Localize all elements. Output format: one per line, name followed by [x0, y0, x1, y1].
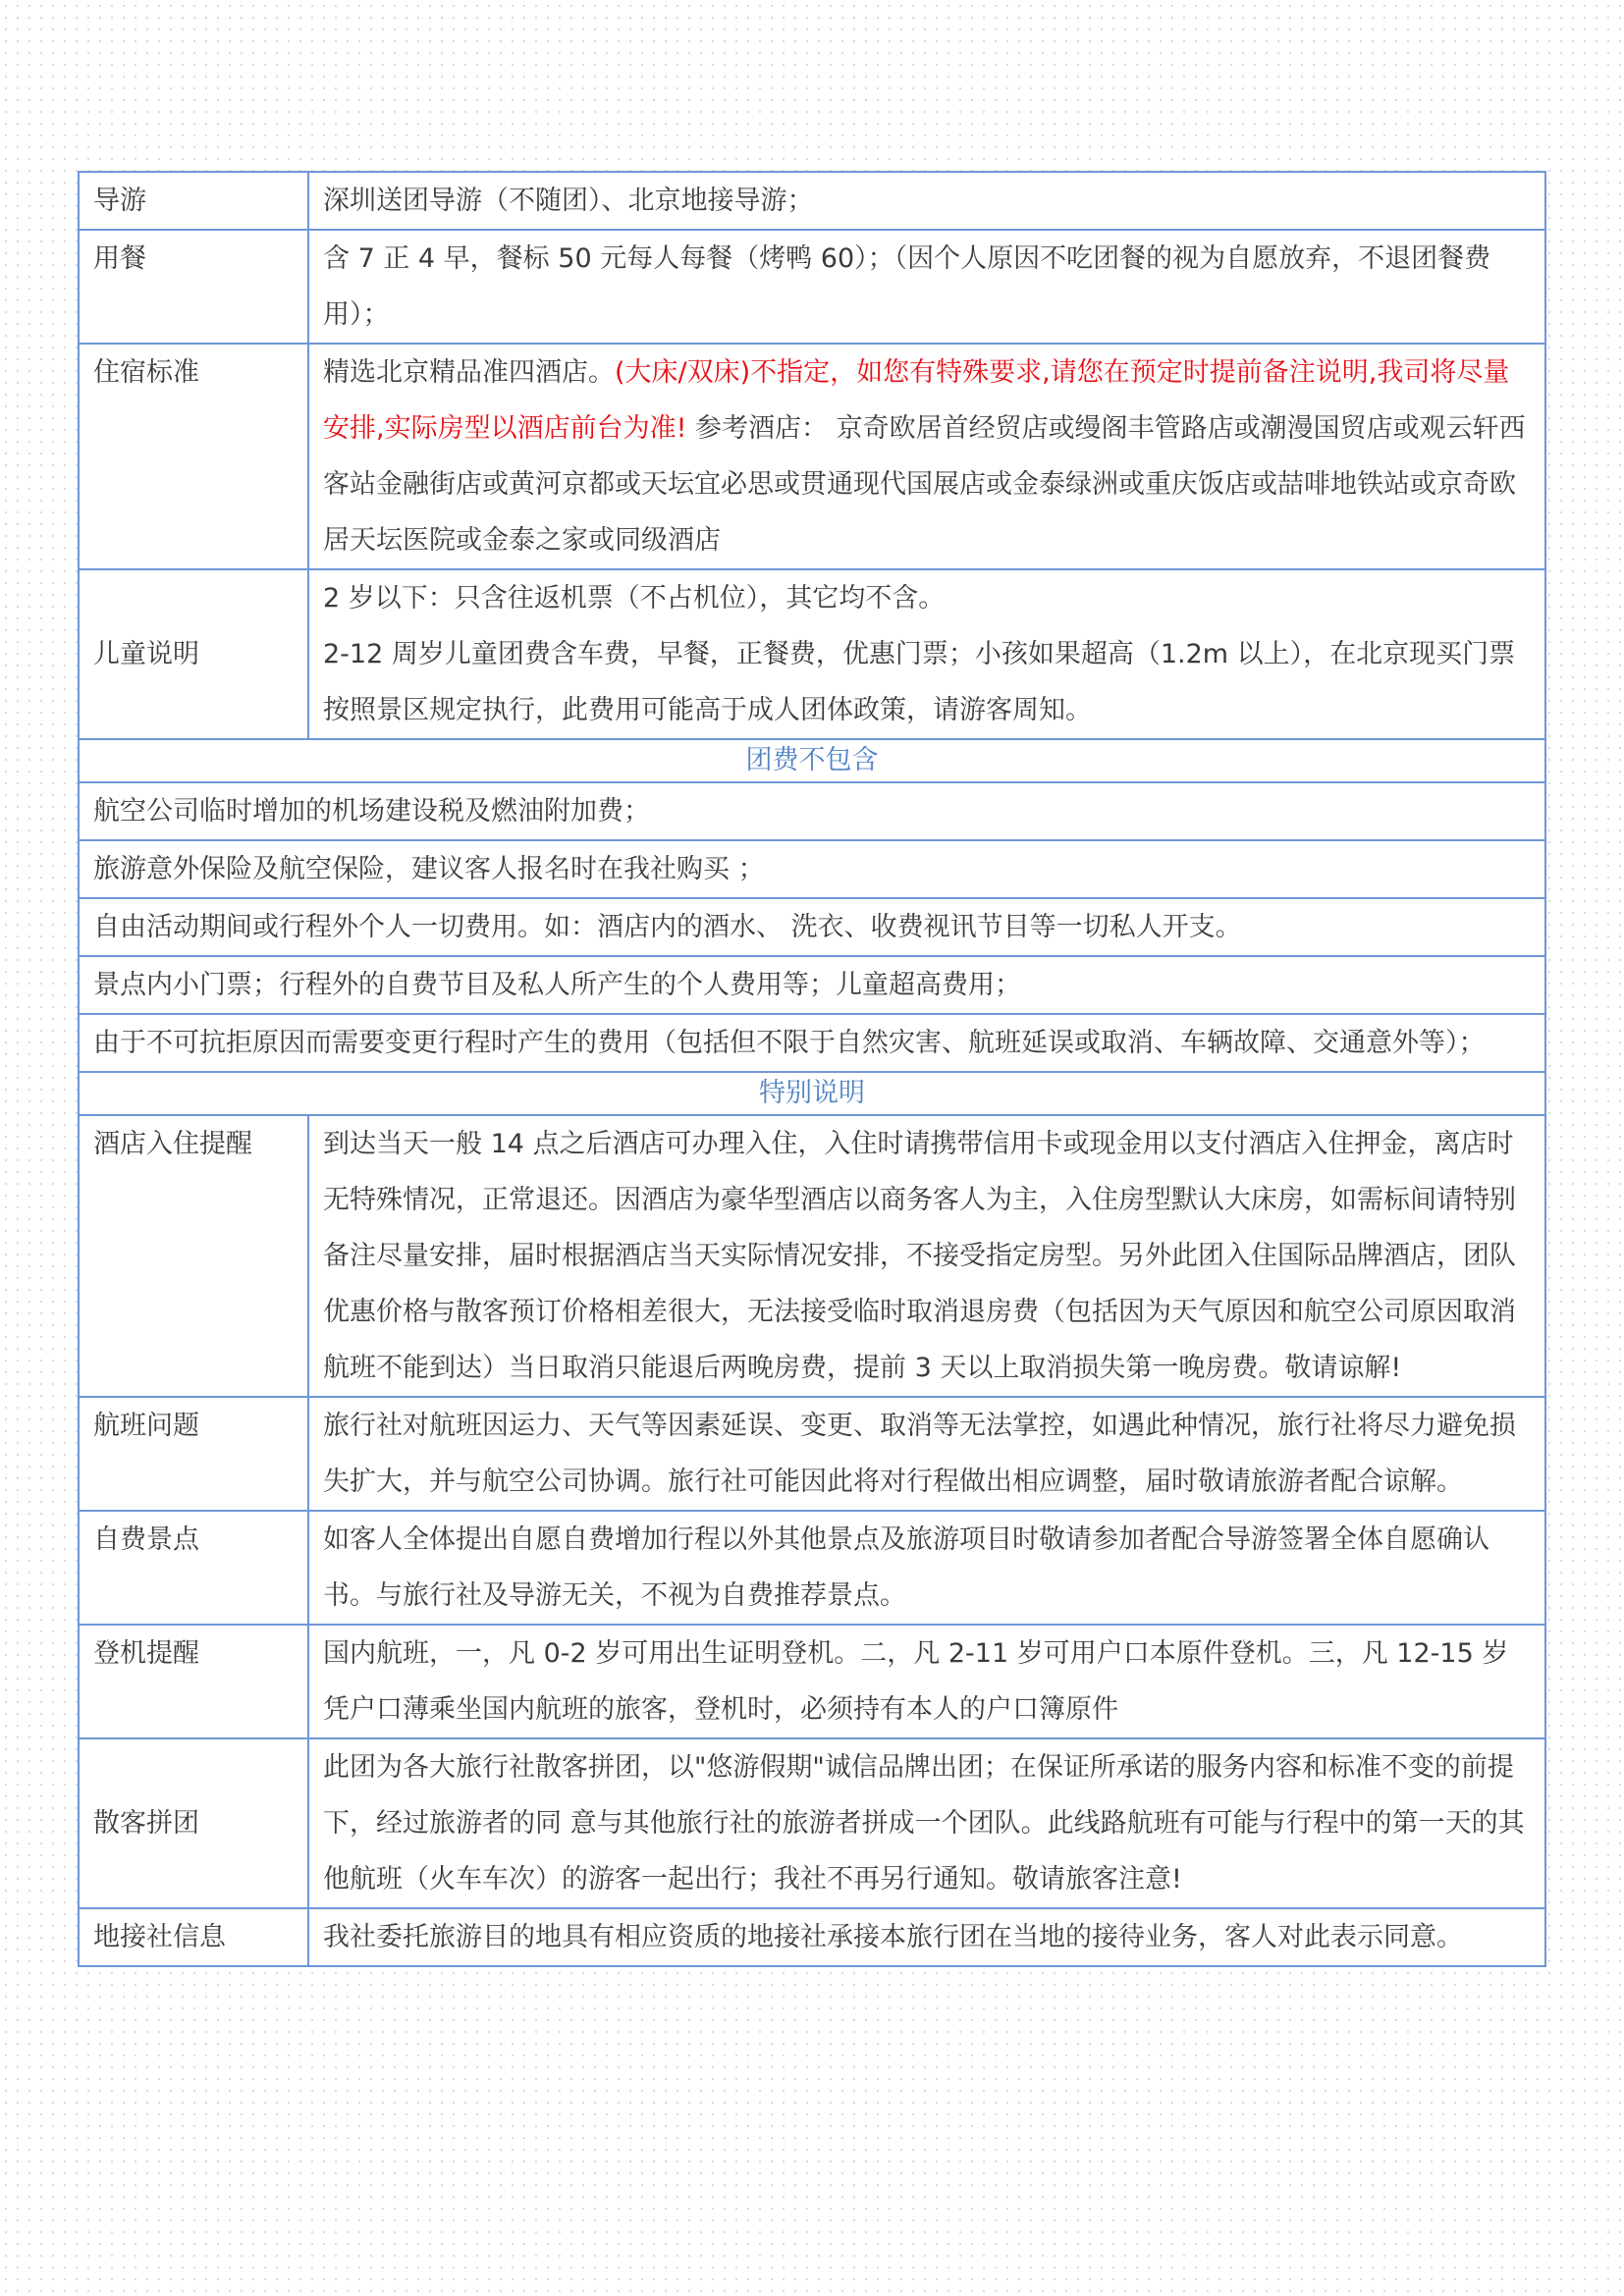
label-group-join: 散客拼团 [79, 1738, 308, 1908]
content-guide: 深圳送团导游（不随团）、北京地接导游； [308, 172, 1545, 230]
content-boarding-reminder: 国内航班，一，凡 0-2 岁可用出生证明登机。二，凡 2-11 岁可用户口本原件登机。三，凡 12-15 岁凭户口薄乘坐国内航班的旅客，登机时，必须持有本人的户口簿原件 [308, 1625, 1545, 1738]
label-lodging: 住宿标准 [79, 344, 308, 569]
content-children [308, 569, 1545, 739]
row-children [79, 569, 1545, 739]
excluded-item [79, 1014, 1545, 1072]
row-group-join [79, 1738, 1545, 1908]
content-meals: 含 7 正 4 早，餐标 50 元每人每餐（烤鸭 60）；（因个人原因不吃团餐的视为自愿放弃，不退团餐费用）； [308, 230, 1545, 344]
row-lodging [79, 344, 1545, 569]
label-flight-issues: 航班问题 [79, 1397, 308, 1511]
excluded-item-text: 景点内小门票；行程外的自费节目及私人所产生的个人费用等；儿童超高费用； [79, 956, 1545, 1014]
excluded-item-text: 航空公司临时增加的机场建设税及燃油附加费； [79, 782, 1545, 840]
content-group-join: 此团为各大旅行社散客拼团，以"悠游假期"诚信品牌出团；在保证所承诺的服务内容和标准不变的前提下，经过旅游者的同 意与其他旅行社的旅游者拼成一个团队。此线路航班有可能与行程中的第一天的其他航班（火车车次）的游客一起出行；我社不再另行通知。敬请旅客注意! [308, 1738, 1545, 1908]
label-hotel-checkin: 酒店入住提醒 [79, 1115, 308, 1397]
excluded-item-text: 自由活动期间或行程外个人一切费用。如：酒店内的酒水、 洗衣、收费视讯节目等一切私人开支。 [79, 898, 1545, 956]
excluded-item [79, 840, 1545, 898]
row-local-agency [79, 1908, 1545, 1966]
excluded-item [79, 956, 1545, 1014]
label-optional-attractions: 自费景点 [79, 1511, 308, 1625]
row-meals [79, 230, 1545, 344]
content-local-agency: 我社委托旅游目的地具有相应资质的地接社承接本旅行团在当地的接待业务，客人对此表示同意。 [308, 1908, 1545, 1966]
content-optional-attractions: 如客人全体提出自愿自费增加行程以外其他景点及旅游项目时敬请参加者配合导游签署全体自愿确认书。与旅行社及导游无关，不视为自费推荐景点。 [308, 1511, 1545, 1625]
content-flight-issues: 旅行社对航班因运力、天气等因素延误、变更、取消等无法掌控，如遇此种情况，旅行社将尽力避免损失扩大，并与航空公司协调。旅行社可能因此将对行程做出相应调整，届时敬请旅游者配合谅解。 [308, 1397, 1545, 1511]
itinerary-table [78, 171, 1546, 1967]
children-line-1: 2 岁以下：只含往返机票（不占机位），其它均不含。 [323, 583, 946, 614]
children-line-2: 2-12 周岁儿童团费含车费，早餐，正餐费，优惠门票；小孩如果超高（1.2m 以上），在北京现买门票按照景区规定执行，此费用可能高于成人团体政策，请游客周知。 [323, 639, 1516, 725]
row-hotel-checkin [79, 1115, 1545, 1397]
excluded-item-text: 旅游意外保险及航空保险，建议客人报名时在我社购买 ； [79, 840, 1545, 898]
label-local-agency: 地接社信息 [79, 1908, 308, 1966]
row-optional-attractions [79, 1511, 1545, 1625]
label-children: 儿童说明 [79, 569, 308, 739]
label-guide: 导游 [79, 172, 308, 230]
section-title-excluded: 团费不包含 [79, 739, 1545, 782]
row-guide [79, 172, 1545, 230]
content-hotel-checkin: 到达当天一般 14 点之后酒店可办理入住，入住时请携带信用卡或现金用以支付酒店入住押金，离店时无特殊情况，正常退还。因酒店为豪华型酒店以商务客人为主，入住房型默认大床房，如需标间请特别备注尽量安排，届时根据酒店当天实际情况安排，不接受指定房型。另外此团入住国际品牌酒店，团队优惠价格与散客预订价格相差很大，无法接受临时取消退房费（包括因为天气原因和航空公司原因取消航班不能到达）当日取消只能退后两晚房费，提前 3 天以上取消损失第一晚房费。敬请谅解! [308, 1115, 1545, 1397]
excluded-item [79, 782, 1545, 840]
section-special [79, 1072, 1545, 1115]
lodging-intro: 精选北京精品准四酒店。 [323, 357, 615, 388]
label-meals: 用餐 [79, 230, 308, 344]
label-boarding-reminder: 登机提醒 [79, 1625, 308, 1738]
excluded-item [79, 898, 1545, 956]
row-flight-issues [79, 1397, 1545, 1511]
lodging-rest: 参考酒店： 京奇欧居首经贸店或缦阁丰管路店或潮漫国贸店或观云轩西客站金融街店或黄河京都或天坛宜必思或贯通现代国展店或金泰绿洲或重庆饭店或喆啡地铁站或京奇欧居天坛医院或金泰之家或同级酒店 [323, 413, 1526, 556]
section-excluded [79, 739, 1545, 782]
excluded-item-text: 由于不可抗拒原因而需要变更行程时产生的费用（包括但不限于自然灾害、航班延误或取消、车辆故障、交通意外等）； [79, 1014, 1545, 1072]
row-boarding-reminder [79, 1625, 1545, 1738]
section-title-special: 特别说明 [79, 1072, 1545, 1115]
content-lodging [308, 344, 1545, 569]
lodging-highlight: (大床/双床)不指定，如您有特殊要求,请您在预定时提前备注说明,我司将尽量安排,实际房型以酒店前台为准! [323, 357, 1510, 444]
